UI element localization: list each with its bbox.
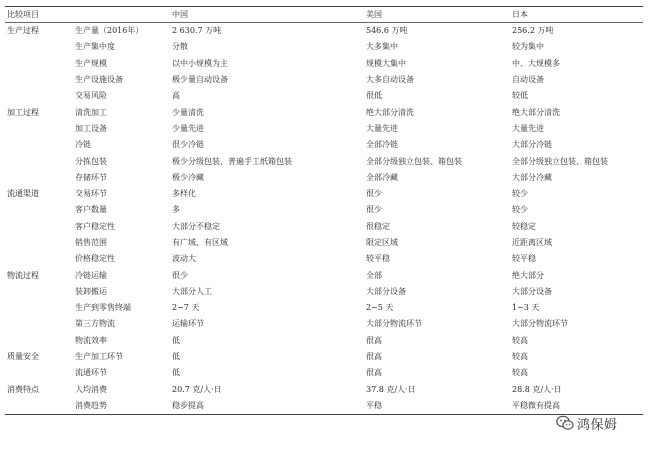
table-cell: 很少: [366, 205, 382, 215]
table-row: [5, 104, 643, 120]
header-cell: 美国: [364, 7, 510, 23]
table-cell: 较为集中: [512, 42, 544, 52]
table-cell: 人均消费: [75, 384, 107, 394]
table-body: [5, 23, 643, 415]
table-cell: 冷链运输: [75, 270, 107, 280]
table-row: [5, 219, 643, 235]
table-row: [5, 170, 643, 186]
table-row: [5, 251, 643, 267]
table-cell: 546.6 万吨: [366, 26, 408, 36]
table-row: [5, 235, 643, 251]
table-cell: 规模大集中: [366, 58, 406, 68]
table-cell: 256.2 万吨: [512, 26, 554, 36]
table-cell: 第三方物流: [75, 319, 115, 329]
table-cell: 较少: [512, 205, 528, 215]
table-cell: 大部分物流环节: [366, 319, 422, 329]
table-cell: 生产集中度: [75, 42, 115, 52]
table-cell: 很稳定: [366, 221, 390, 231]
table-cell: 绝大部分: [512, 270, 544, 280]
table-cell: 稳步提高: [170, 398, 364, 415]
table-cell: 少量先进: [172, 123, 204, 133]
table-cell: 1~3 天: [512, 303, 540, 313]
table-cell: 很高: [366, 368, 382, 378]
table-cell: 较高: [512, 368, 528, 378]
table-row: [5, 186, 643, 202]
table-row: [5, 72, 643, 88]
table-cell: 低: [172, 335, 180, 345]
table-cell: 平稳: [364, 398, 510, 415]
table-row: [5, 316, 643, 332]
watermark-text: 鸿保姆: [577, 417, 618, 433]
table-cell: 全部冷藏: [366, 172, 398, 182]
category-cell: [5, 219, 73, 235]
category-cell: 流通渠道: [7, 189, 39, 199]
table-row: [5, 382, 643, 398]
table-cell: 生产加工环节: [75, 352, 123, 362]
table-cell: 大部分物流环节: [512, 319, 568, 329]
table-row: [5, 365, 643, 381]
category-cell: [5, 365, 73, 381]
table-cell: 大部分冷链: [512, 140, 552, 150]
table-cell: 全部分级独立包装、箱包装: [512, 156, 608, 166]
table-cell: 清洗加工: [75, 107, 107, 117]
table-cell: 全部分级独立包装、箱包装: [366, 156, 462, 166]
table-cell: 2 630.7 万吨: [172, 26, 222, 36]
table-cell: 多: [172, 205, 180, 215]
table-cell: 生产量（2016年）: [75, 26, 144, 36]
table-cell: 大多集中: [366, 42, 398, 52]
table-cell: 很高: [366, 335, 382, 345]
table-cell: 20.7 克/人·日: [172, 384, 222, 394]
wechat-icon: [556, 415, 574, 431]
header-row: [5, 7, 643, 23]
category-cell: 质量安全: [7, 352, 39, 362]
table-cell: 交易环节: [75, 189, 107, 199]
table-cell: 极少冷藏: [172, 172, 204, 182]
table-header: [5, 7, 643, 23]
category-cell: [5, 170, 73, 186]
table-row: [5, 349, 643, 365]
table-cell: 大部分不稳定: [172, 221, 220, 231]
table-row: [5, 88, 643, 104]
table-cell: 有广域、有区域: [172, 238, 228, 247]
category-cell: 消费特点: [7, 384, 39, 394]
table-cell: 生产设施设备: [75, 75, 123, 85]
table-cell: 以中小规模为主: [172, 58, 228, 68]
table-cell: 较稳定: [512, 221, 536, 231]
table-cell: 较少: [512, 189, 528, 199]
table-cell: 价格稳定性: [75, 254, 115, 264]
category-cell: [5, 121, 73, 137]
category-cell: 生产过程: [7, 26, 39, 36]
table-cell: 波动大: [172, 254, 196, 264]
table-cell: 交易风险: [75, 91, 107, 101]
table-cell: 分拣包装: [75, 156, 107, 166]
category-cell: 加工过程: [7, 107, 39, 117]
table-row: [5, 23, 643, 40]
header-cell: [73, 7, 170, 23]
table-cell: 很少: [366, 189, 382, 199]
table-cell: 较高: [512, 352, 528, 362]
table-cell: 自动设备: [512, 75, 544, 85]
table-cell: 2~7 天: [172, 303, 200, 313]
table-cell: 极少分级包装，普遍手工纸箱包装: [172, 156, 292, 166]
table-cell: 加工设备: [75, 123, 107, 133]
table-row: [5, 39, 643, 55]
table-row: [5, 56, 643, 72]
table-cell: 生产到零售终端: [75, 303, 131, 313]
table-cell: 中、大规模多: [512, 58, 560, 68]
category-cell: [5, 235, 73, 251]
table-cell: 较高: [512, 335, 528, 345]
category-cell: [5, 137, 73, 153]
table-row: [5, 121, 643, 137]
table-row: [5, 267, 643, 283]
table-cell: 全部冷链: [366, 140, 398, 150]
table-row: [5, 333, 643, 349]
table-row: [5, 398, 643, 415]
table-cell: 多样化: [172, 189, 196, 199]
table-cell: 流通环节: [75, 368, 107, 378]
category-cell: [5, 251, 73, 267]
table-cell: 大多自动设备: [366, 75, 414, 85]
category-cell: [5, 56, 73, 72]
category-cell: [5, 316, 73, 332]
table-cell: 很高: [366, 352, 382, 362]
header-cell: 日本: [510, 7, 643, 23]
table-cell: 限定区域: [366, 238, 398, 247]
table-cell: 平稳微有提高: [510, 398, 643, 415]
table-cell: 低: [172, 368, 180, 378]
table-row: [5, 300, 643, 316]
table-cell: 大量先进: [366, 123, 398, 133]
table-cell: 37.8 克/人·日: [366, 384, 416, 394]
table-row: [5, 153, 643, 169]
table-cell: 大部分设备: [366, 286, 406, 296]
table-cell: 很低: [366, 91, 382, 101]
table-cell: 很少冷链: [172, 140, 204, 150]
table-cell: 客户数量: [75, 205, 107, 215]
watermark: [556, 413, 618, 433]
table-cell: 较平稳: [366, 254, 390, 264]
category-cell: [5, 300, 73, 316]
category-cell: [5, 202, 73, 218]
category-cell: [5, 39, 73, 55]
table-row: [5, 137, 643, 153]
table-cell: 很少: [172, 270, 188, 280]
table-cell: 少量清洗: [172, 107, 204, 117]
table-cell: 较低: [512, 91, 528, 101]
table-cell: 生产规模: [75, 58, 107, 68]
table-cell: 较平稳: [512, 254, 536, 264]
table-cell: 运输环节: [172, 319, 204, 329]
table-cell: 冷链: [75, 140, 91, 150]
table-cell: 低: [172, 352, 180, 362]
table-cell: 物流效率: [75, 335, 107, 345]
table-cell: 全部: [366, 270, 382, 280]
table-cell: 消费趋势: [73, 398, 170, 415]
table-cell: 极少量自动设备: [172, 75, 228, 85]
table-cell: 2~5 天: [366, 303, 394, 313]
table-cell: 大部分冷藏: [512, 172, 552, 182]
table-cell: 大部分人工: [172, 286, 212, 296]
table-cell: 销售范围: [75, 238, 107, 247]
table-cell: 28.8 克/人·日: [512, 384, 562, 394]
table-cell: 分散: [172, 42, 188, 52]
comparison-table: [5, 6, 643, 415]
category-cell: [5, 398, 73, 415]
table-cell: 存储环节: [75, 172, 107, 182]
table-cell: 绝大部分清洗: [366, 107, 414, 117]
category-cell: [5, 153, 73, 169]
table-cell: 高: [172, 91, 180, 101]
table-row: [5, 284, 643, 300]
category-cell: [5, 284, 73, 300]
table-cell: 绝大部分清洗: [512, 107, 560, 117]
table-row: [5, 202, 643, 218]
table-cell: 近距离区域: [512, 238, 552, 247]
category-cell: [5, 333, 73, 349]
table-cell: 装卸搬运: [75, 286, 107, 296]
header-cell: 中国: [170, 7, 364, 23]
category-cell: 物流过程: [7, 270, 39, 280]
header-cell: 比较项目: [5, 7, 73, 23]
category-cell: [5, 72, 73, 88]
table-cell: 大部分设备: [512, 286, 552, 296]
table-cell: 客户稳定性: [75, 221, 115, 231]
table-cell: 大量先进: [512, 123, 544, 133]
category-cell: [5, 88, 73, 104]
